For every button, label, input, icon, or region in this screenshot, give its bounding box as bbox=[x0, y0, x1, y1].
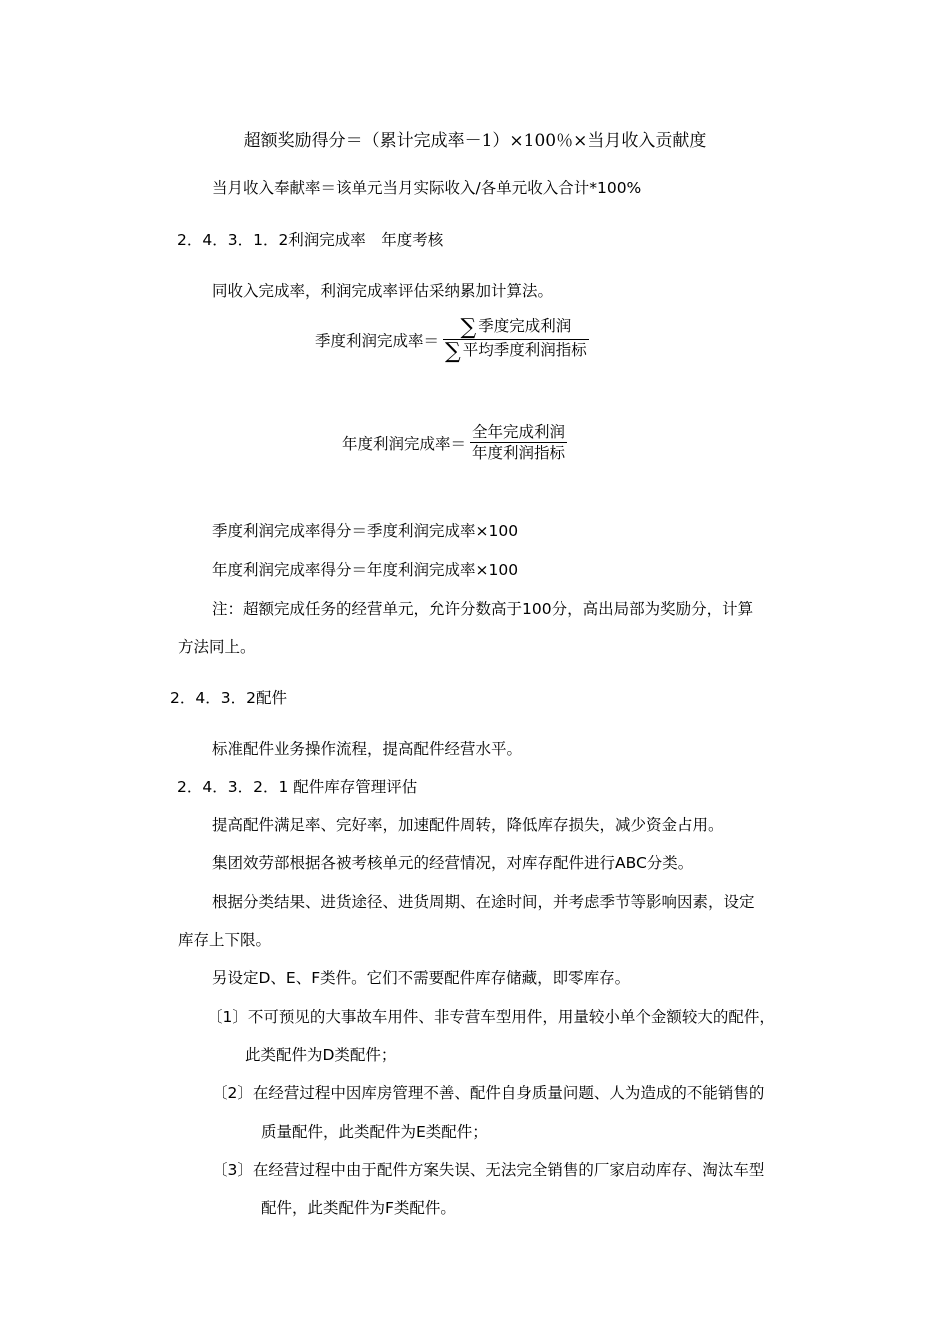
quarter-score-formula: 季度利润完成率得分＝季度利润完成率×100 bbox=[212, 522, 519, 540]
quarter-numerator: ∑ 季度完成利润 bbox=[460, 315, 572, 340]
annual-formula-lhs: 年度利润完成率＝ bbox=[342, 434, 467, 453]
annual-fraction bbox=[470, 422, 567, 463]
excess-reward-formula: 超额奖励得分＝（累计完成率－1）×100％×当月收入贡献度 bbox=[243, 131, 707, 151]
inventory-paragraph-3-line-2: 库存上下限。 bbox=[178, 931, 272, 949]
list-item-3-line-1: 〔3〕在经营过程中由于配件方案失误、无法完全销售的厂家启动库存、淘汰车型 bbox=[212, 1161, 765, 1179]
list-item-1-line-1: 〔1〕不可预见的大事故车用件、非专营车型用件，用量较小单个金额较大的配件， bbox=[207, 1008, 775, 1026]
inventory-paragraph-1: 提高配件满足率、完好率，加速配件周转，降低库存损失，减少资金占用。 bbox=[212, 816, 724, 834]
inventory-paragraph-2: 集团效劳部根据各被考核单元的经营情况，对库存配件进行ABC分类。 bbox=[212, 854, 694, 872]
note-line-1: 注：超额完成任务的经营单元，允许分数高于100分，高出局部为奖励分，计算 bbox=[212, 600, 754, 618]
annual-denominator: 年度利润指标 bbox=[472, 444, 566, 463]
contribution-rate-formula: 当月收入奉献率＝该单元当月实际收入/各单元收入合计*100% bbox=[212, 179, 642, 197]
sigma-symbol: ∑ bbox=[460, 315, 477, 340]
annual-numerator: 全年完成利润 bbox=[472, 423, 566, 441]
list-item-2-line-1: 〔2〕在经营过程中因库房管理不善、配件自身质量问题、人为造成的不能销售的 bbox=[212, 1084, 765, 1102]
annual-score-formula: 年度利润完成率得分＝年度利润完成率×100 bbox=[212, 561, 519, 579]
parts-intro-paragraph: 标准配件业务操作流程，提高配件经营水平。 bbox=[212, 740, 523, 758]
heading-inventory-management: 2．4．3．2．1 配件库存管理评估 bbox=[177, 778, 418, 796]
note-line-2: 方法同上。 bbox=[178, 638, 256, 656]
sigma-symbol: ∑ bbox=[445, 339, 461, 364]
list-item-2-line-2: 质量配件，此类配件为E类配件； bbox=[261, 1123, 488, 1141]
list-item-1-line-2: 此类配件为D类配件； bbox=[245, 1046, 397, 1064]
inventory-paragraph-3-line-1: 根据分类结果、进货途径、进货周期、在途时间，并考虑季节等影响因素，设定 bbox=[212, 893, 755, 911]
inventory-paragraph-4: 另设定D、E、F类件。它们不需要配件库存储藏，即零库存。 bbox=[212, 969, 631, 987]
heading-profit-completion: 2．4．3．1．2利润完成率 年度考核 bbox=[177, 231, 444, 249]
quarter-profit-rate-formula bbox=[315, 316, 589, 363]
annual-profit-rate-formula bbox=[342, 422, 567, 463]
heading-parts: 2．4．3．2配件 bbox=[170, 689, 287, 707]
profit-intro-paragraph: 同收入完成率，利润完成率评估采纳累加计算法。 bbox=[212, 282, 554, 300]
list-item-3-line-2: 配件，此类配件为F类配件。 bbox=[261, 1199, 456, 1217]
quarter-formula-lhs: 季度利润完成率＝ bbox=[315, 331, 440, 350]
quarter-fraction bbox=[443, 316, 589, 363]
quarter-denominator: ∑ 平均季度利润指标 bbox=[445, 339, 587, 364]
